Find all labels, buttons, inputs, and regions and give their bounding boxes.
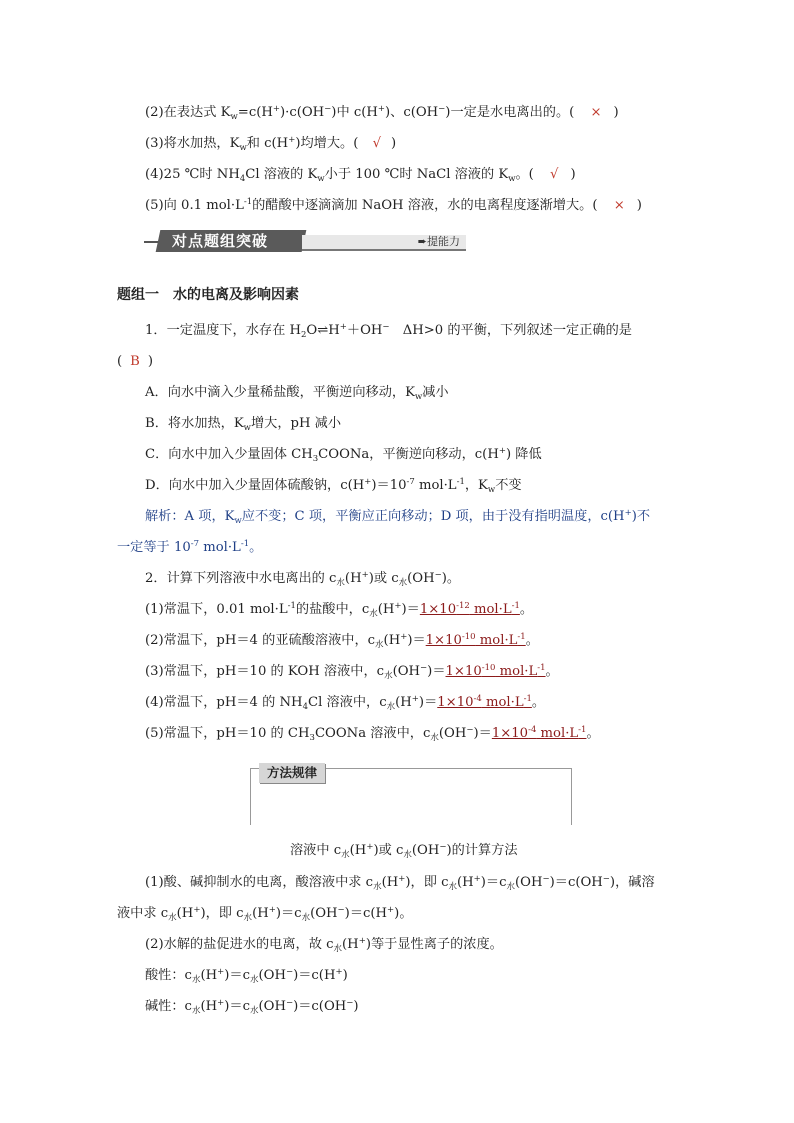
q1-answer-letter: B	[130, 354, 140, 369]
q1-answer: ( B )	[117, 354, 154, 369]
q1-option-c: C．向水中加入少量固体 $CH_3COONa$，平衡逆向移动，c(H+) 降低	[145, 446, 542, 464]
q1-option-b: B．将水加热，$K_w$增大，pH 减小	[145, 416, 342, 433]
q1-stem: 1．一定温度下，水存在 $H_2O\rightleftharpoons H^++OH^-$ ΔH>0 的平衡，下列叙述一定正确的是	[145, 322, 632, 340]
q2-item-1: (1)常温下，0.01 $mol\cdot L^{-1}$的盐酸中，$c_水(H^+)=1\times 10^{-12}$ $mol\cdot L^{-1}$。	[145, 601, 534, 619]
banner-bar	[144, 241, 158, 243]
wrong-mark: ×	[613, 198, 625, 213]
group-title: 题组一 水的电离及影响因素	[117, 287, 299, 303]
q1-explanation-line1: 解析：A 项，$K_w$应不变；C 项，平衡应正向移动；D 项，由于没有指明温度，c(H+)不	[145, 508, 651, 526]
q2-item-2: (2)常温下，pH＝4 的亚硫酸溶液中，$c_水(H^+)=1\times 10^{-10}$ $mol\cdot L^{-1}$。	[145, 632, 539, 650]
judgement-item-4: (4)25 ℃时 $NH_4Cl$ 溶液的 $K_w$小于 100 ℃时 NaCl 溶液的 $K_w$。( √ )	[145, 167, 576, 184]
q2-answer-4: $1\times 10^{-4}$ $mol\cdot L^{-1}$	[437, 694, 532, 710]
banner-title: 对点题组突破	[172, 232, 269, 250]
q1-explanation-line2: 一定等于 $10^{-7}$ $mol\cdot L^{-1}$。	[117, 539, 263, 555]
q2-item-3: (3)常温下，pH＝10 的 KOH 溶液中，$c_水(OH^-)=1\times 10^{-10}$ $mol\cdot L^{-1}$。	[145, 663, 559, 681]
q2-item-4: (4)常温下，pH＝4 的 $NH_4Cl$ 溶液中，$c_水(H^+)=1\times 10^{-4}$ $mol\cdot L^{-1}$。	[145, 694, 546, 712]
wrong-mark: ×	[590, 105, 602, 120]
method-para1-line1: (1)酸、碱抑制水的电离，酸溶液中求 $c_水(H^+)$，即 $c_水(H^+)=c_水(OH^-)=c(OH^-)$，碱溶	[145, 874, 655, 892]
method-base: 碱性：$c_水(H^+)=c_水(OH^-)=c(OH^-)$	[145, 998, 359, 1016]
q2-answer-3: $1\times 10^{-10}$ $mol\cdot L^{-1}$	[445, 663, 546, 679]
section-banner	[144, 229, 466, 255]
method-tab: 方法规律	[259, 763, 325, 783]
judgement-item-3: (3)将水加热，$K_w$和 c(H+)均增大。( √ )	[145, 135, 397, 153]
judgement-item-5: (5)向 0.1 $mol\cdot L^{-1}$的醋酸中逐滴滴加 NaOH 溶液，水的电离程度逐渐增大。( × )	[145, 197, 642, 213]
correct-mark: √	[550, 167, 559, 182]
judgement-item-2: (2)在表达式 $K_w=c(H^+)\cdot c(OH^-)$中 c(H+)、c(OH−)一定是水电离出的。( × )	[145, 104, 619, 122]
method-para2: (2)水解的盐促进水的电离，故 $c_水(H^+)$等于显性离子的浓度。	[145, 936, 503, 954]
method-box	[250, 765, 572, 825]
q2-answer-2: $1\times 10^{-10}$ $mol\cdot L^{-1}$	[425, 632, 526, 648]
banner-tag: ➨提能力	[417, 235, 460, 248]
q2-item-5: (5)常温下，pH＝10 的 $CH_3COONa$ 溶液中，$c_水(OH^-)=1\times 10^{-4}$ $mol\cdot L^{-1}$。	[145, 725, 600, 743]
method-para1-line2: 液中求 $c_水(H^+)$，即 $c_水(H^+)=c_水(OH^-)=c(H^+)$。	[117, 905, 413, 923]
q1-option-a: A．向水中滴入少量稀盐酸，平衡逆向移动，$K_w$减小	[145, 385, 449, 402]
correct-mark: √	[372, 136, 381, 151]
method-heading: 溶液中 $c_水(H^+)$或 $c_水(OH^-)$的计算方法	[290, 842, 518, 860]
q2-answer-5: $1\times 10^{-4}$ $mol\cdot L^{-1}$	[491, 725, 587, 741]
method-acid: 酸性：$c_水(H^+)=c_水(OH^-)=c(H^+)$	[145, 967, 348, 985]
q2-stem: 2．计算下列溶液中水电离出的 $c_水(H^+)$或 $c_水(OH^-)$。	[145, 570, 461, 588]
q2-answer-1: $1\times 10^{-12}$ $mol\cdot L^{-1}$	[419, 601, 520, 617]
q1-option-d: D．向水中加入少量固体硫酸钠，$c(H^+)=10^{-7}$ $mol\cdot L^{-1}$，$K_w$不变	[145, 477, 522, 495]
